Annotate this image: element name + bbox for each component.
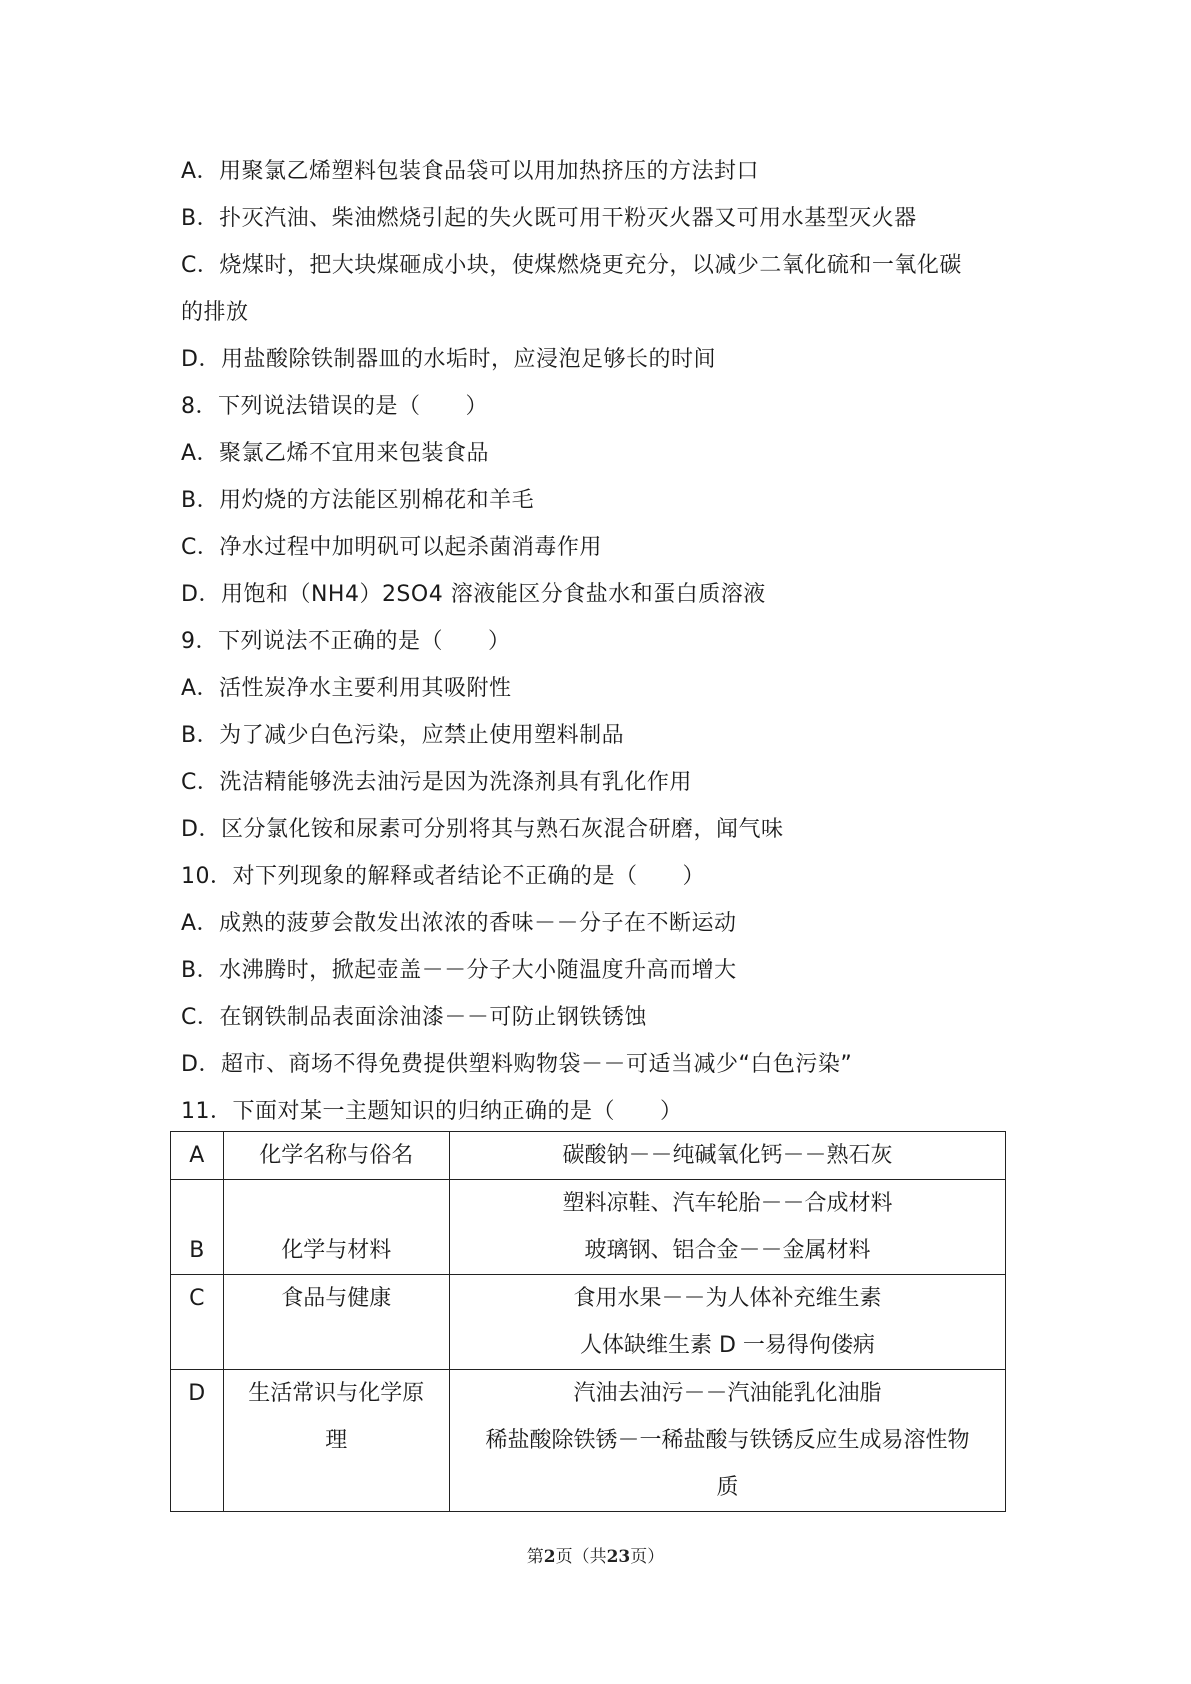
topic-cell <box>223 1370 449 1512</box>
row-label-cell <box>171 1275 224 1370</box>
option-line: D．用饱和（NH4）2SO4 溶液能区分食盐水和蛋白质溶液 <box>181 582 766 607</box>
topic-text: 化学与材料 <box>281 1238 392 1263</box>
option-line: D．用盐酸除铁制器皿的水垢时，应浸泡足够长的时间 <box>181 347 716 372</box>
option-line: C．净水过程中加明矾可以起杀菌消毒作用 <box>181 535 602 560</box>
table-row <box>171 1180 1006 1275</box>
option-line: C．在钢铁制品表面涂油漆－－可防止钢铁锈蚀 <box>181 1005 647 1030</box>
topic-text: 食品与健康 <box>281 1286 392 1311</box>
topic-text: 生活常识与化学原 <box>248 1381 425 1406</box>
content-cell <box>449 1370 1005 1512</box>
footer-prefix: 第 <box>526 1547 544 1567</box>
total-pages: 23 <box>606 1547 631 1567</box>
page-number: 2 <box>543 1547 556 1567</box>
option-line: D．区分氯化铵和尿素可分别将其与熟石灰混合研磨，闻气味 <box>181 817 784 842</box>
content-cell <box>449 1275 1005 1370</box>
topic-text: 化学名称与俗名 <box>259 1143 414 1168</box>
question-text <box>181 148 1021 1135</box>
knowledge-table <box>170 1131 1006 1512</box>
option-line: C．洗洁精能够洗去油污是因为洗涤剂具有乳化作用 <box>181 770 692 795</box>
page-footer <box>0 1542 1191 1567</box>
content-text: 塑料凉鞋、汽车轮胎－－合成材料 <box>562 1191 893 1216</box>
footer-suffix: 页） <box>630 1547 665 1567</box>
content-text: 食用水果－－为人体补充维生素 <box>573 1286 882 1311</box>
option-line: B．为了减少白色污染，应禁止使用塑料制品 <box>181 723 625 748</box>
topic-cell <box>223 1275 449 1370</box>
topic-cell <box>223 1180 449 1275</box>
option-line-continuation: 的排放 <box>181 300 249 325</box>
footer-middle: 页（共 <box>555 1547 607 1567</box>
row-label-cell <box>171 1370 224 1512</box>
content-text: 人体缺维生素 D 一易得佝偻病 <box>579 1333 875 1358</box>
row-label: B <box>189 1238 205 1263</box>
option-line: A．活性炭净水主要利用其吸附性 <box>181 676 512 701</box>
question-stem: 8．下列说法错误的是（ ） <box>181 394 488 419</box>
option-line: B．用灼烧的方法能区别棉花和羊毛 <box>181 488 535 513</box>
row-label: C <box>189 1286 205 1311</box>
option-line: C．烧煤时，把大块煤砸成小块，使煤燃烧更充分，以减少二氧化硫和一氧化碳 <box>181 253 962 278</box>
table-row <box>171 1370 1006 1512</box>
option-line: B．水沸腾时，掀起壶盖－－分子大小随温度升高而增大 <box>181 958 737 983</box>
row-label-cell <box>171 1132 224 1180</box>
content-text: 玻璃钢、铝合金－－金属材料 <box>584 1238 871 1263</box>
option-line: A．聚氯乙烯不宜用来包装食品 <box>181 441 490 466</box>
row-label: A <box>189 1143 205 1168</box>
topic-cell <box>223 1132 449 1180</box>
content-text: 碳酸钠－－纯碱氧化钙－－熟石灰 <box>562 1143 893 1168</box>
content-text: 稀盐酸除铁锈－一稀盐酸与铁锈反应生成易溶性物 <box>485 1428 970 1453</box>
content-cell <box>449 1180 1005 1275</box>
row-label-cell <box>171 1180 224 1275</box>
table-row <box>171 1132 1006 1180</box>
option-line: D．超市、商场不得免费提供塑料购物袋－－可适当减少“白色污染” <box>181 1052 853 1077</box>
row-label: D <box>188 1381 206 1406</box>
topic-text: 理 <box>325 1428 348 1453</box>
content-cell <box>449 1132 1005 1180</box>
option-line: B．扑灭汽油、柴油燃烧引起的失火既可用干粉灭火器又可用水基型灭火器 <box>181 206 917 231</box>
table-row <box>171 1275 1006 1370</box>
question-stem: 11．下面对某一主题知识的归纳正确的是（ ） <box>181 1099 683 1124</box>
content-text: 汽油去油污－－汽油能乳化油脂 <box>573 1381 882 1406</box>
question-stem: 10．对下列现象的解释或者结论不正确的是（ ） <box>181 864 705 889</box>
option-line: A．成熟的菠萝会散发出浓浓的香味－－分子在不断运动 <box>181 911 737 936</box>
option-line: A．用聚氯乙烯塑料包装食品袋可以用加热挤压的方法封口 <box>181 159 760 184</box>
question-stem: 9．下列说法不正确的是（ ） <box>181 629 511 654</box>
content-text: 质 <box>716 1475 739 1500</box>
